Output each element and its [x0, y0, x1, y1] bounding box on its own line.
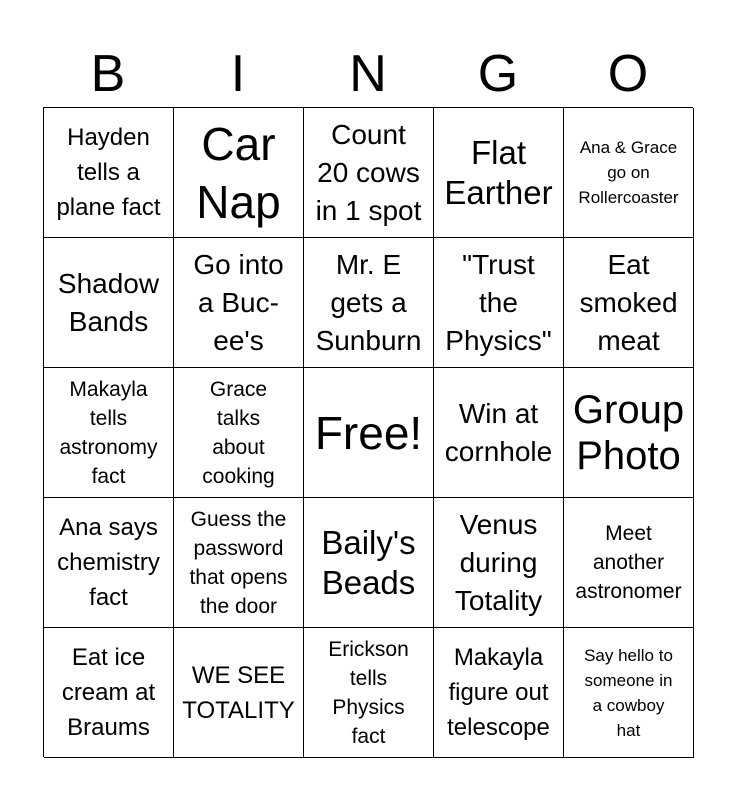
- cell-text: WE SEE TOTALITY: [182, 661, 295, 724]
- bingo-cell[interactable]: [564, 108, 694, 238]
- bingo-cell[interactable]: [434, 498, 564, 628]
- cell-text: Shadow Bands: [57, 267, 160, 337]
- free-space-cell[interactable]: [304, 368, 434, 498]
- cell-text: "Trust the Physics": [445, 248, 552, 356]
- bingo-cell[interactable]: [564, 498, 694, 628]
- cell-text: Makayla figure out telescope: [447, 644, 550, 741]
- cell-text: Grace talks about cooking: [202, 377, 275, 488]
- bingo-header: [43, 44, 693, 104]
- bingo-cell[interactable]: [564, 628, 694, 758]
- header-letter-g: G: [477, 45, 519, 103]
- cell-text: Guess the password that opens the door: [189, 507, 288, 618]
- cell-text: Baily's Beads: [321, 523, 416, 601]
- bingo-cell[interactable]: [174, 628, 304, 758]
- cell-text: Say hello to someone in a cowboy hat: [584, 645, 673, 740]
- bingo-cell[interactable]: [434, 108, 564, 238]
- header-letter-b: B: [90, 45, 126, 103]
- cell-text: Go into a Buc- ee's: [193, 248, 284, 356]
- header-letter-i: I: [230, 45, 246, 103]
- bingo-board: [43, 107, 693, 757]
- bingo-cell[interactable]: [304, 498, 434, 628]
- cell-text: Free!: [314, 406, 423, 459]
- bingo-cell[interactable]: [44, 628, 174, 758]
- header-letter-n: N: [349, 45, 387, 103]
- cell-text: Count 20 cows in 1 spot: [315, 118, 422, 226]
- cell-text: Group Photo: [572, 387, 685, 478]
- cell-text: Mr. E gets a Sunburn: [315, 248, 422, 356]
- bingo-cell[interactable]: [174, 498, 304, 628]
- bingo-cell[interactable]: [434, 238, 564, 368]
- cell-text: Eat smoked meat: [579, 248, 678, 356]
- cell-text: Eat ice cream at Braums: [61, 644, 156, 741]
- bingo-cell[interactable]: [174, 368, 304, 498]
- bingo-cell[interactable]: [434, 628, 564, 758]
- bingo-cell[interactable]: [174, 108, 304, 238]
- bingo-cell[interactable]: [304, 108, 434, 238]
- cell-text: Venus during Totality: [454, 508, 543, 616]
- cell-text: Car Nap: [196, 117, 281, 228]
- cell-text: Hayden tells a plane fact: [56, 124, 161, 221]
- bingo-cell[interactable]: [44, 368, 174, 498]
- cell-text: Erickson tells Physics fact: [328, 637, 409, 748]
- cell-text: Win at cornhole: [444, 397, 553, 467]
- bingo-cell[interactable]: [304, 238, 434, 368]
- header-letter-o: O: [607, 45, 649, 103]
- cell-text: Ana & Grace go on Rollercoaster: [578, 138, 679, 207]
- bingo-cell[interactable]: [174, 238, 304, 368]
- cell-text: Makayla tells astronomy fact: [59, 377, 158, 488]
- bingo-cell[interactable]: [44, 498, 174, 628]
- cell-text: Flat Earther: [444, 133, 553, 211]
- cell-text: Meet another astronomer: [575, 522, 682, 603]
- bingo-cell[interactable]: [44, 108, 174, 238]
- bingo-cell[interactable]: [434, 368, 564, 498]
- cell-text: Ana says chemistry fact: [57, 514, 160, 611]
- bingo-cell[interactable]: [564, 238, 694, 368]
- bingo-cell[interactable]: [564, 368, 694, 498]
- bingo-cell[interactable]: [44, 238, 174, 368]
- bingo-cell[interactable]: [304, 628, 434, 758]
